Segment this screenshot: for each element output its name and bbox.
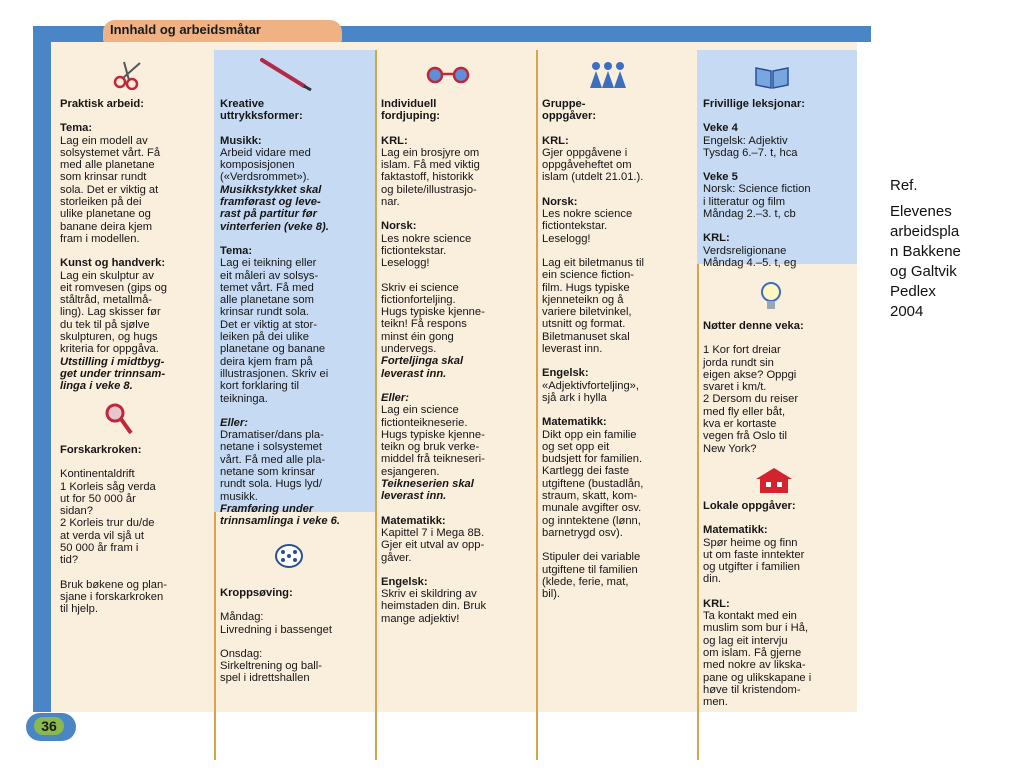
line: vinterferien (veke 8). xyxy=(220,220,329,233)
section-title: Gruppe- oppgåver: xyxy=(542,98,597,123)
line: kriteria for oppgåva. xyxy=(60,343,159,356)
line: jorda rundt sin xyxy=(703,356,774,369)
line: sola. Det er viktig at xyxy=(60,183,159,196)
line: undervegs. xyxy=(381,343,437,356)
line: Måndag 4.–5. t, eg xyxy=(703,256,797,269)
line: leiken på dei ulike xyxy=(220,331,309,344)
page-number: 36 xyxy=(34,717,64,735)
line: vegen frå Oslo til xyxy=(703,430,787,443)
line: Kapittel 7 i Mega 8B. xyxy=(381,526,485,539)
line: Les nokre science xyxy=(542,208,633,221)
line: framførast og leve- xyxy=(220,196,321,209)
left-margin-strip xyxy=(33,42,51,712)
section-title: Eller: xyxy=(381,391,409,404)
section-title: Matematikk: xyxy=(542,416,607,429)
column-practical xyxy=(54,50,216,760)
section-title: KRL: xyxy=(703,232,730,245)
line: svaret i km/t. xyxy=(703,381,767,394)
section-title: Individuell fordjuping: xyxy=(381,98,441,123)
section-title: Kunst og handverk: xyxy=(60,257,166,270)
column-2-text xyxy=(220,98,369,528)
line: leverast inn. xyxy=(542,343,603,356)
reference-line: n Bakkene xyxy=(890,243,961,260)
line: variere biletvinkel, xyxy=(542,306,632,319)
line: leverast inn. xyxy=(381,490,447,503)
column-2-lower-text xyxy=(220,587,369,685)
line: Stipuler dei variable xyxy=(542,551,641,564)
line: fictionforteljing. xyxy=(381,293,456,306)
line: faktastoff, historikk xyxy=(381,171,474,184)
line: Hugs typiske kjenne- xyxy=(381,306,485,319)
line: kva er kortaste xyxy=(703,418,777,431)
line: Framføring under xyxy=(220,502,314,515)
section-title: Musikk: xyxy=(220,134,262,147)
line: New York? xyxy=(703,442,757,455)
line: Musikkstykket skal xyxy=(220,183,322,196)
column-5-text xyxy=(703,98,851,269)
reference-line: arbeidspla xyxy=(890,223,960,240)
line: temet vårt. Få med xyxy=(220,281,314,294)
line: gåver. xyxy=(381,551,412,564)
line: ut om faste inntekter xyxy=(703,548,805,561)
line: utgiftene (bustadlån, xyxy=(542,477,644,490)
line: eit måleri av solsys- xyxy=(220,269,319,282)
line: heimstaden din. Bruk xyxy=(381,600,487,613)
line: Spør heime og finn xyxy=(703,536,798,549)
magnifier-icon xyxy=(104,402,134,436)
scissors-icon xyxy=(112,60,146,90)
line: med alle planetane xyxy=(60,159,155,172)
section-title: Eller: xyxy=(220,416,248,429)
line: som krinsar rundt xyxy=(60,171,147,184)
column-1-text xyxy=(60,98,208,393)
line: 2 Korleis trur du/de xyxy=(60,517,155,530)
section-title: KRL: xyxy=(542,134,569,147)
line: Gjer oppgåvene i xyxy=(542,146,628,159)
line: deira kjem fram på xyxy=(220,355,313,368)
section-title: Matematikk: xyxy=(703,524,768,537)
line: leverast inn. xyxy=(381,367,447,380)
section-title: Frivillige leksjonar: xyxy=(703,98,805,110)
line: Måndag 2.–3. t, cb xyxy=(703,208,796,221)
line: Les nokre science xyxy=(381,232,472,245)
line: tid? xyxy=(60,554,79,567)
line: og bilete/illustrasjo- xyxy=(381,183,477,196)
line: sjane i forskarkroken xyxy=(60,590,164,603)
line: nar. xyxy=(381,196,400,209)
line: Biletmanuset skal xyxy=(542,330,630,343)
line: esjangeren. xyxy=(381,465,440,478)
reference-line: og Galtvik xyxy=(890,263,957,280)
column-5-middle-text xyxy=(703,320,851,455)
line: bil). xyxy=(542,588,561,601)
line: budsjett for familien. xyxy=(542,453,643,466)
line: din. xyxy=(703,573,722,586)
line: rundt sola. Hugs lyd/ xyxy=(220,478,322,491)
line: teikn! Få respons xyxy=(381,318,467,331)
line: ulike planetane og xyxy=(60,208,151,221)
line: Dramatiser/dans pla- xyxy=(220,429,324,442)
line: netane som krinsar xyxy=(220,466,316,479)
line: teikn og bruk verke- xyxy=(381,441,480,454)
line: Teikneserien skal xyxy=(381,478,474,491)
line: du tek til på sjølve xyxy=(60,318,150,331)
column-creative xyxy=(214,50,377,760)
line: komposisjonen xyxy=(220,159,295,172)
line: Tysdag 6.–7. t, hca xyxy=(703,146,798,159)
line: med nokre av likska- xyxy=(703,659,806,672)
section-title: Engelsk: xyxy=(381,575,428,588)
line: (klede, ferie, mat, xyxy=(542,575,629,588)
section-title: Lokale oppgåver: xyxy=(703,500,796,512)
line: at verda vil sjå ut xyxy=(60,529,144,542)
page-title: Innhald og arbeidsmåtar xyxy=(110,22,261,37)
section-title: KRL: xyxy=(381,134,408,147)
line: linga i veke 8. xyxy=(60,380,133,393)
column-4-text xyxy=(542,98,691,600)
reference-label: Ref. xyxy=(890,177,918,194)
column-voluntary xyxy=(697,50,857,760)
house-icon xyxy=(754,466,794,494)
section-title: KRL: xyxy=(703,597,730,610)
line: fram i modellen. xyxy=(60,232,140,245)
section-title: Tema: xyxy=(220,244,253,257)
line: islam (utdelt 21.01.). xyxy=(542,171,644,184)
line: mange adjektiv! xyxy=(381,612,460,625)
section-title: Kroppsøving: xyxy=(220,587,293,599)
line: pane og ulikskapane i xyxy=(703,671,812,684)
section-title: Veke 4 xyxy=(703,122,738,135)
line: utsnitt og format. xyxy=(542,318,626,331)
line: spel i idrettshallen xyxy=(220,672,310,685)
column-1-lower-text xyxy=(60,444,208,616)
line: 1 Korleis såg verda xyxy=(60,480,156,493)
line: «Adjektivforteljing», xyxy=(542,379,640,392)
line: og inntektene (lønn, xyxy=(542,514,641,527)
line: Gjer eit utval av opp- xyxy=(381,539,485,552)
section-title: Matematikk: xyxy=(381,514,446,527)
line: utgiftene til familien xyxy=(542,563,638,576)
line: Lag ein modell av xyxy=(60,134,148,147)
reference-line: Elevenes xyxy=(890,203,952,220)
line: barnetrygd osv). xyxy=(542,526,623,539)
line: til hjelp. xyxy=(60,603,98,616)
line: Forteljinga skal xyxy=(381,355,464,368)
line: ut for 50 000 år xyxy=(60,492,136,505)
section-title: Kreative uttrykksformer: xyxy=(220,98,303,123)
line: Onsdag: xyxy=(220,647,263,660)
line: 50 000 år fram i xyxy=(60,542,139,555)
reference-line: 2004 xyxy=(890,303,924,320)
line: islam. Få med viktig xyxy=(381,159,480,172)
line: sjå ark i hylla xyxy=(542,391,607,404)
brush-icon xyxy=(258,56,314,92)
line: Hugs typiske kjenne- xyxy=(381,428,485,441)
line: Lag ei teikning eller xyxy=(220,257,317,270)
line: straum, skatt, kom- xyxy=(542,490,638,503)
line: Dikt opp ein familie xyxy=(542,428,637,441)
line: rast på partitur før xyxy=(220,208,317,221)
line: munale avgifter osv. xyxy=(542,502,642,515)
section-title: Engelsk: xyxy=(542,367,589,380)
line: solsystemet vårt. Få xyxy=(60,146,161,159)
reference-line: Pedlex xyxy=(890,283,936,300)
line: ein science fiction- xyxy=(542,269,635,282)
section-title: Tema: xyxy=(60,122,93,135)
line: Sirkeltrening og ball- xyxy=(220,660,322,673)
line: i litteratur og film xyxy=(703,195,786,208)
page-number-badge xyxy=(26,713,76,741)
line: og lag eit intervju xyxy=(703,634,788,647)
line: netane i solsystemet xyxy=(220,441,322,454)
column-group xyxy=(536,50,699,760)
line: Lag ein science xyxy=(381,404,459,417)
line: film. Hugs typiske xyxy=(542,281,630,294)
line: Verdsreligionane xyxy=(703,244,787,257)
column-5-lower-text xyxy=(703,500,851,708)
section-title: Norsk: xyxy=(542,195,578,208)
line: eit romvesen (gips og xyxy=(60,281,167,294)
line: Bruk bøkene og plan- xyxy=(60,578,167,591)
line: Leselogg! xyxy=(381,257,430,270)
line: Livredning i bassenget xyxy=(220,623,332,636)
line: og set opp eit xyxy=(542,440,610,453)
line: Kontinentaldrift xyxy=(60,468,135,481)
line: Ta kontakt med ein xyxy=(703,610,797,623)
line: Leselogg! xyxy=(542,232,591,245)
column-3-text xyxy=(381,98,530,625)
line: Lag ein skulptur av xyxy=(60,269,154,282)
line: Lag ein brosjyre om xyxy=(381,146,480,159)
lightbulb-icon xyxy=(759,280,783,314)
section-title: Norsk: xyxy=(381,220,417,233)
line: ling). Lag skisser før xyxy=(60,306,161,319)
column-individual xyxy=(375,50,538,760)
line: get under trinnsam- xyxy=(60,367,166,380)
line: ståltråd, metallmå- xyxy=(60,294,153,307)
line: Det er viktig at stor- xyxy=(220,318,317,331)
line: illustrasjonen. Skriv ei xyxy=(220,367,329,380)
line: middel frå teikneseri- xyxy=(381,453,485,466)
line: Arbeid vidare med xyxy=(220,146,311,159)
line: musikk. xyxy=(220,490,258,503)
line: Engelsk: Adjektiv xyxy=(703,134,788,147)
line: sidan? xyxy=(60,505,93,518)
line: oppgåveheftet om xyxy=(542,159,632,172)
line: Skriv ei science xyxy=(381,281,459,294)
line: trinnsamlinga i veke 6. xyxy=(220,515,341,528)
line: fictiontekstar. xyxy=(381,244,447,257)
line: skulpturen, og hugs xyxy=(60,331,158,344)
people-icon xyxy=(588,60,628,90)
line: alle planetane som xyxy=(220,294,314,307)
section-title: Nøtter denne veka: xyxy=(703,320,804,332)
line: kort forklaring til xyxy=(220,380,299,393)
line: Kartlegg dei faste xyxy=(542,465,630,478)
line: Skriv ei skildring av xyxy=(381,588,477,601)
line: muslim som bur i Hå, xyxy=(703,622,809,635)
section-title: Veke 5 xyxy=(703,171,738,184)
glasses-icon xyxy=(423,66,473,84)
line: eigen akse? Oppgi xyxy=(703,368,797,381)
line: banane deira kjem xyxy=(60,220,153,233)
line: minst éin gong xyxy=(381,330,454,343)
line: planetane og banane xyxy=(220,343,326,356)
line: krinsar rundt sola. xyxy=(220,306,309,319)
book-icon xyxy=(754,64,790,90)
line: («Verdsrommet»). xyxy=(220,171,310,184)
section-title: Forskarkroken: xyxy=(60,444,142,456)
line: med fly eller båt, xyxy=(703,405,786,418)
dice-icon xyxy=(274,543,304,569)
section-title: Praktisk arbeid: xyxy=(60,98,144,110)
line: høve til kristendom- xyxy=(703,683,801,696)
line: kjenneteikn og å xyxy=(542,293,624,306)
line: Utstilling i midtbyg- xyxy=(60,355,165,368)
reference-note xyxy=(890,176,980,322)
line: storleiken på dei xyxy=(60,196,142,209)
line: og utgifter i familien xyxy=(703,561,801,574)
line: fictiontekstar. xyxy=(542,220,608,233)
line: Måndag: xyxy=(220,611,264,624)
line: Norsk: Science fiction xyxy=(703,183,811,196)
line: men. xyxy=(703,696,728,709)
line: 1 Kor fort dreiar xyxy=(703,344,781,357)
line: fictionteikneserie. xyxy=(381,416,468,429)
line: vårt. Få med alle pla- xyxy=(220,453,326,466)
line: teikninga. xyxy=(220,392,268,405)
line: om islam. Få gjerne xyxy=(703,646,802,659)
line: 2 Dersom du reiser xyxy=(703,393,799,406)
line: Lag eit biletmanus til xyxy=(542,256,644,269)
